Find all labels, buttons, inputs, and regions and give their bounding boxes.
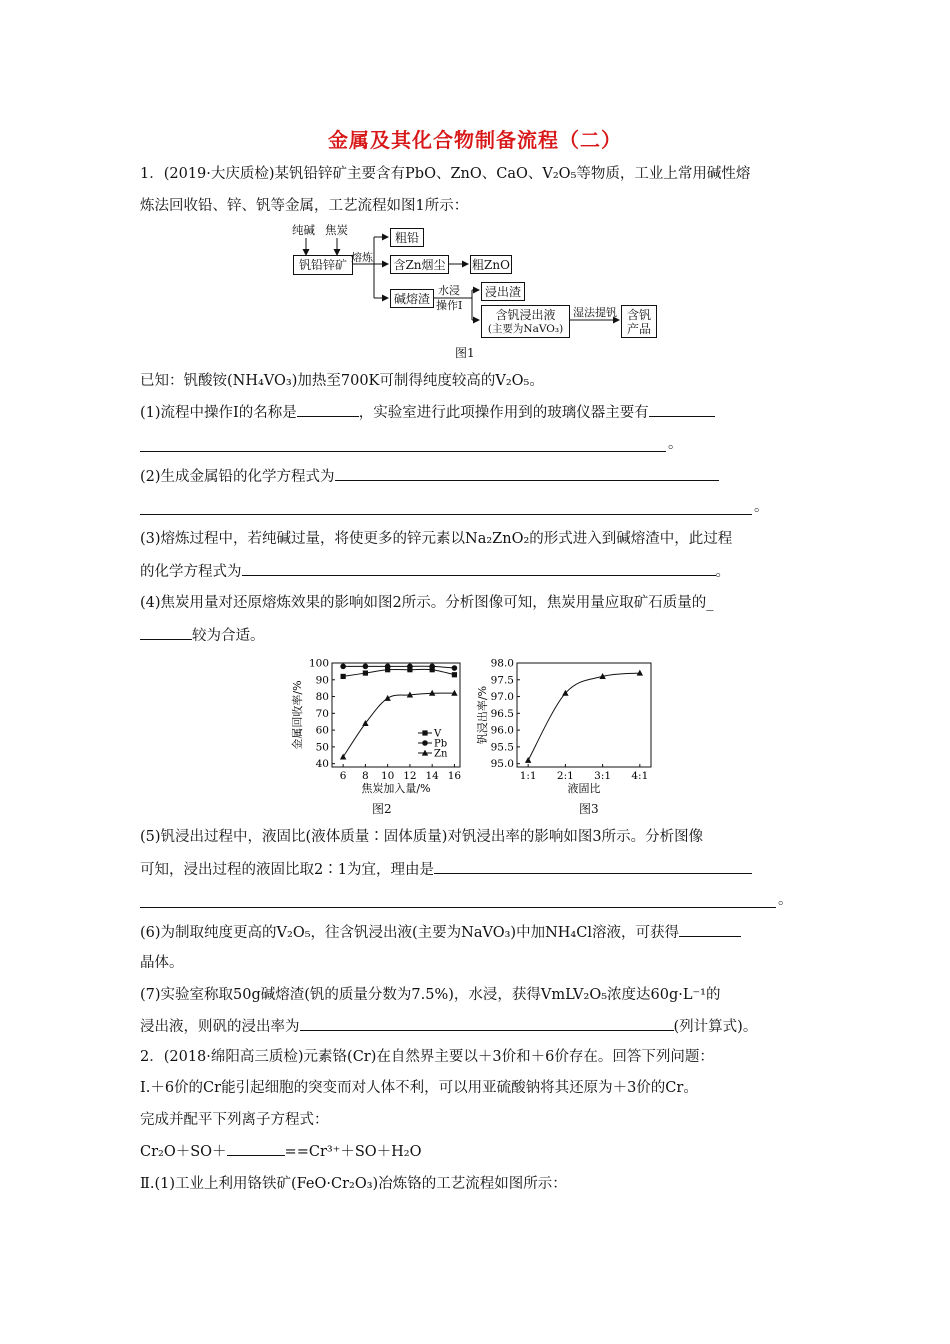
q1-known: 已知：钒酸铵(NH₄VO₃)加热至700K可制得纯度较高的V₂O₅。: [140, 373, 544, 389]
q2-part-i-line1: Ⅰ.＋6价的Cr能引起细胞的突变而对人体不利，可以用亚硫酸钠将其还原为＋3价的Cr。: [140, 1080, 698, 1096]
series-line: [343, 669, 454, 676]
y-tick-label: 100: [308, 657, 329, 670]
data-point: [452, 672, 457, 677]
q1-part3-text: 的化学方程式为: [140, 564, 242, 580]
figure-3-chart: [475, 655, 655, 805]
q1-part2: [140, 466, 719, 487]
y-tick-label: 70: [315, 707, 329, 720]
v-product-line1: 含钒: [626, 307, 651, 322]
data-point: [384, 695, 390, 701]
x-tick-label: 10: [380, 770, 395, 782]
q1-part4-line2: [140, 625, 265, 646]
q1-part2-text: (2)生成金属铅的化学方程式为: [140, 469, 335, 485]
x-tick-label: 12: [403, 770, 417, 782]
data-point: [452, 665, 458, 671]
answer-blank[interactable]: [679, 922, 741, 937]
y-tick-label: 80: [315, 691, 329, 704]
legend-marker: [422, 740, 428, 746]
y-axis-label: 金属回收率/%: [291, 680, 304, 750]
q1-intro-line1: 1．(2019·大庆质检)某钒铅锌矿主要含有PbO、ZnO、CaO、V₂O₅等物质，工业上常用碱性熔: [140, 166, 751, 182]
x-tick-label: 1:1: [519, 770, 537, 782]
input-soda: 纯碱: [292, 223, 315, 237]
q1-part7-text: 浸出液，则矾的浸出率为: [140, 1019, 300, 1035]
q1-part1-text-b: ，实验室进行此项操作用到的玻璃仪器主要有: [358, 405, 649, 421]
y-axis-label: 钒浸出率/%: [476, 685, 489, 745]
data-point: [340, 754, 346, 760]
label-operation-1: 操作Ⅰ: [436, 299, 463, 312]
x-axis-label: 液固比: [567, 782, 601, 795]
data-point: [363, 664, 369, 670]
figure-2-caption: 图2: [372, 802, 392, 816]
figure-3-caption: 图3: [579, 802, 599, 816]
label-wet-v: 湿法提钒: [573, 306, 617, 319]
q1-part3-end: 。: [715, 564, 730, 580]
x-tick-label: 14: [425, 770, 439, 782]
y-tick-label: 90: [315, 674, 329, 687]
v-liquor-line1: 含钒浸出液: [495, 307, 556, 322]
answer-blank[interactable]: [297, 402, 359, 417]
answer-blank[interactable]: [300, 1016, 674, 1031]
legend-label: Zn: [434, 748, 448, 760]
q1-part6-text: (6)为制取纯度更高的V₂O₅，往含钒浸出液(主要为NaVO₃)中加NH₄Cl溶液，可获得: [140, 925, 679, 941]
data-point: [429, 664, 435, 670]
q2-part-i-line2: 完成并配平下列离子方程式：: [140, 1112, 329, 1128]
x-axis-label: 焦炭加入量/%: [361, 782, 431, 795]
box-crude-lead: 粗铅: [390, 228, 424, 247]
legend-label: Pb: [434, 738, 448, 750]
v-product-line2: 产品: [626, 321, 651, 336]
v-liquor-line2: (主要为NaVO₃): [487, 322, 564, 335]
answer-line[interactable]: [140, 907, 776, 908]
x-tick-label: 3:1: [594, 770, 612, 782]
q1-part7-end: (列计算式)。: [673, 1019, 758, 1035]
y-tick-label: 95.5: [490, 741, 514, 754]
box-v-liquor: [481, 305, 570, 338]
q1-part4-line1: (4)焦炭用量对还原熔炼效果的影响如图2所示。分析图像可知，焦炭用量应取矿石质量的_: [140, 595, 714, 611]
q2-part-ii: Ⅱ.(1)工业上利用铬铁矿(FeO·Cr₂O₃)冶炼铬的工艺流程如图所示：: [140, 1176, 567, 1192]
q2-equation: [140, 1141, 422, 1162]
q1-part6-line1: [140, 922, 741, 943]
legend-label: V: [434, 728, 442, 740]
data-point: [525, 757, 531, 763]
answer-line[interactable]: [140, 451, 666, 452]
box-alkali-slag: 碱熔渣: [390, 289, 434, 308]
q1-part7-line1: (7)实验室称取50g碱熔渣(钒的质量分数为7.5%)，水浸，获得VmLV₂O₅浓度达60g·L⁻¹的: [140, 987, 721, 1003]
y-tick-label: 98.0: [490, 657, 514, 670]
page-title: 金属及其化合物制备流程（二）: [328, 128, 622, 152]
answer-blank[interactable]: [649, 402, 715, 417]
box-leach-residue: 浸出渣: [481, 282, 525, 301]
data-point: [340, 664, 346, 670]
q1-part2-end: 。: [754, 499, 769, 515]
q1-part3-line1: (3)熔炼过程中，若纯碱过量，将使更多的锌元素以Na₂ZnO₂的形式进入到碱熔渣中，此过程: [140, 531, 733, 547]
q2-intro: 2．(2018·绵阳高三质检)元素铬(Cr)在自然界主要以＋3价和＋6价存在。回答下列问题：: [140, 1049, 714, 1065]
q1-part5-end: 。: [778, 892, 793, 908]
q1-part5-line2: [140, 859, 752, 880]
input-coke: 焦炭: [325, 223, 348, 237]
label-water-leach: 水浸: [438, 284, 460, 297]
x-tick-label: 16: [447, 770, 462, 782]
answer-blank[interactable]: [434, 859, 752, 874]
series-line: [528, 673, 640, 760]
q1-part4-text: 较为合适。: [192, 628, 265, 644]
y-tick-label: 96.0: [490, 724, 514, 737]
box-crude-zno: 粗ZnO: [470, 255, 512, 274]
series-line: [343, 666, 454, 668]
plot-frame: [517, 663, 651, 767]
box-zn-dust: 含Zn烟尘: [390, 255, 449, 274]
answer-line[interactable]: [140, 514, 752, 515]
y-tick-label: 97.0: [490, 691, 514, 704]
q1-part1: [140, 402, 715, 423]
legend-marker: [422, 730, 427, 735]
y-tick-label: 95.0: [490, 758, 514, 771]
q1-part3-line2: [140, 561, 730, 582]
q1-part6-line2: 晶体。: [140, 955, 184, 971]
figure-1-caption: 图1: [455, 346, 475, 360]
q1-part1-end: 。: [668, 436, 683, 452]
answer-blank[interactable]: [140, 625, 192, 640]
answer-blank[interactable]: [227, 1141, 285, 1156]
q1-part1-text-a: (1)流程中操作Ⅰ的名称是: [140, 405, 297, 421]
box-ore: 钒铅锌矿: [293, 255, 353, 275]
x-tick-label: 8: [362, 770, 369, 782]
answer-blank[interactable]: [335, 466, 719, 481]
box-v-product: [621, 305, 657, 338]
y-tick-label: 40: [315, 758, 329, 771]
q1-part5-line1: (5)钒浸出过程中，液固比(液体质量∶固体质量)对钒浸出率的影响如图3所示。分析图像: [140, 829, 704, 845]
x-tick-label: 6: [339, 770, 347, 782]
y-tick-label: 97.5: [490, 674, 514, 687]
answer-blank[interactable]: [242, 561, 716, 576]
figure-2-chart: [290, 655, 465, 805]
x-tick-label: 4:1: [631, 770, 649, 782]
q2-equation-right: ==Cr³⁺＋SO＋H₂O: [284, 1144, 422, 1160]
data-point: [407, 664, 413, 670]
label-smelt: 熔炼: [351, 251, 373, 264]
q1-intro-line2: 炼法回收铅、锌、钒等金属，工艺流程如图1所示：: [140, 198, 469, 214]
data-point: [637, 670, 643, 676]
data-point: [341, 674, 346, 679]
y-tick-label: 60: [315, 724, 329, 737]
y-tick-label: 96.5: [490, 707, 514, 720]
q2-equation-left: Cr₂O＋SO＋: [140, 1144, 227, 1160]
q1-part7-line2: [140, 1016, 757, 1037]
data-point: [385, 664, 391, 670]
x-tick-label: 2:1: [556, 770, 574, 782]
data-point: [363, 670, 368, 675]
y-tick-label: 50: [315, 741, 329, 754]
q1-part5-text: 可知，浸出过程的液固比取2∶1为宜，理由是: [140, 862, 434, 878]
